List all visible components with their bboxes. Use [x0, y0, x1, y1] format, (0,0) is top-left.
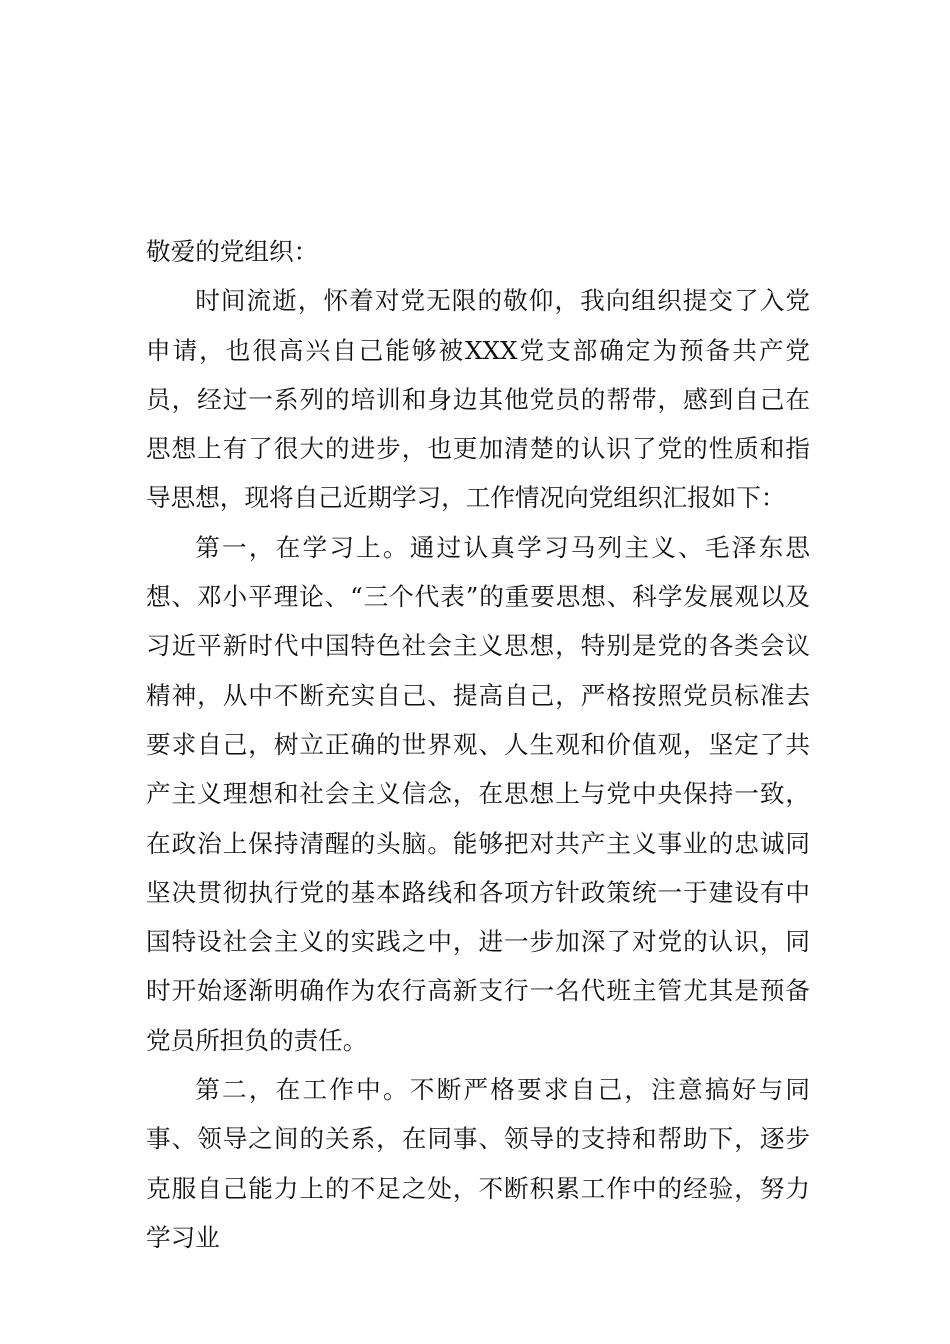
paragraph-work: 第二，在工作中。不断严格要求自己，注意搞好与同事、领导之间的关系，在同事、领导的支持和帮助下，逐步克服自己能力上的不足之处，不断积累工作中的经验，努力学习业 — [146, 1075, 810, 1252]
paragraph-intro: 时间流逝，怀着对党无限的敬仰，我向组织提交了入党申请，也很高兴自己能够被XXX党支部确定为预备共产党员，经过一系列的培训和身边其他党员的帮带，感到自己在思想上有了很大的进步，也更加清楚的认识了党的性质和指导思想，现将自己近期学习，工作情况向党组织汇报如下： — [146, 286, 810, 513]
document-body — [146, 227, 810, 1262]
salutation: 敬爱的党组织： — [146, 237, 319, 266]
paragraph-study: 第一，在学习上。通过认真学习马列主义、毛泽东思想、邓小平理论、“三个代表”的重要思想、科学发展观以及习近平新时代中国特色社会主义思想，特别是党的各类会议精神，从中不断充实自己、提高自己，严格按照党员标准去要求自己，树立正确的世界观、人生观和价值观，坚定了共产主义理想和社会主义信念，在思想上与党中央保持一致，在政治上保持清醒的头脑。能够把对共产主义事业的忠诚同坚决贯彻执行党的基本路线和各项方针政策统一于建设有中国特设社会主义的实践之中，进一步加深了对党的认识，同时开始逐渐明确作为农行高新支行一名代班主管尤其是预备党员所担负的责任。 — [146, 532, 810, 1055]
